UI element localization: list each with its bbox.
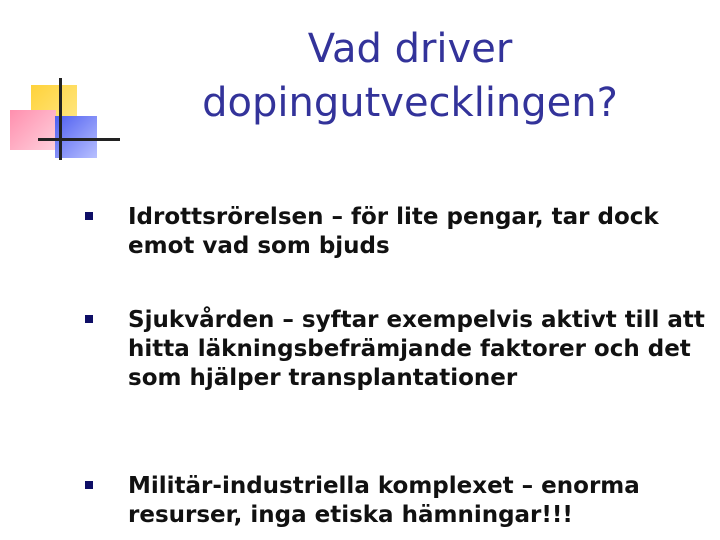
slide-title: Vad driver dopingutvecklingen? [202, 26, 618, 126]
horizontal-line-decoration [38, 138, 120, 141]
vertical-line-decoration [59, 78, 62, 160]
bullet-text: Militär-industriella komplexet – enorma resurser, inga etiska hämningar!!! [128, 473, 640, 528]
square-bullet-icon [85, 481, 93, 489]
square-bullet-icon [85, 315, 93, 323]
decorative-logo-squares [0, 0, 120, 170]
red-square-decoration [10, 110, 56, 150]
square-bullet-icon [85, 212, 93, 220]
bullet-text: Idrottsrörelsen – för lite pengar, tar dock emot vad som bjuds [128, 204, 659, 259]
bullet-text: Sjukvården – syftar exempelvis aktivt till att hitta läkningsbefrämjande faktorer och det som hjälper transplantationer [128, 307, 705, 391]
